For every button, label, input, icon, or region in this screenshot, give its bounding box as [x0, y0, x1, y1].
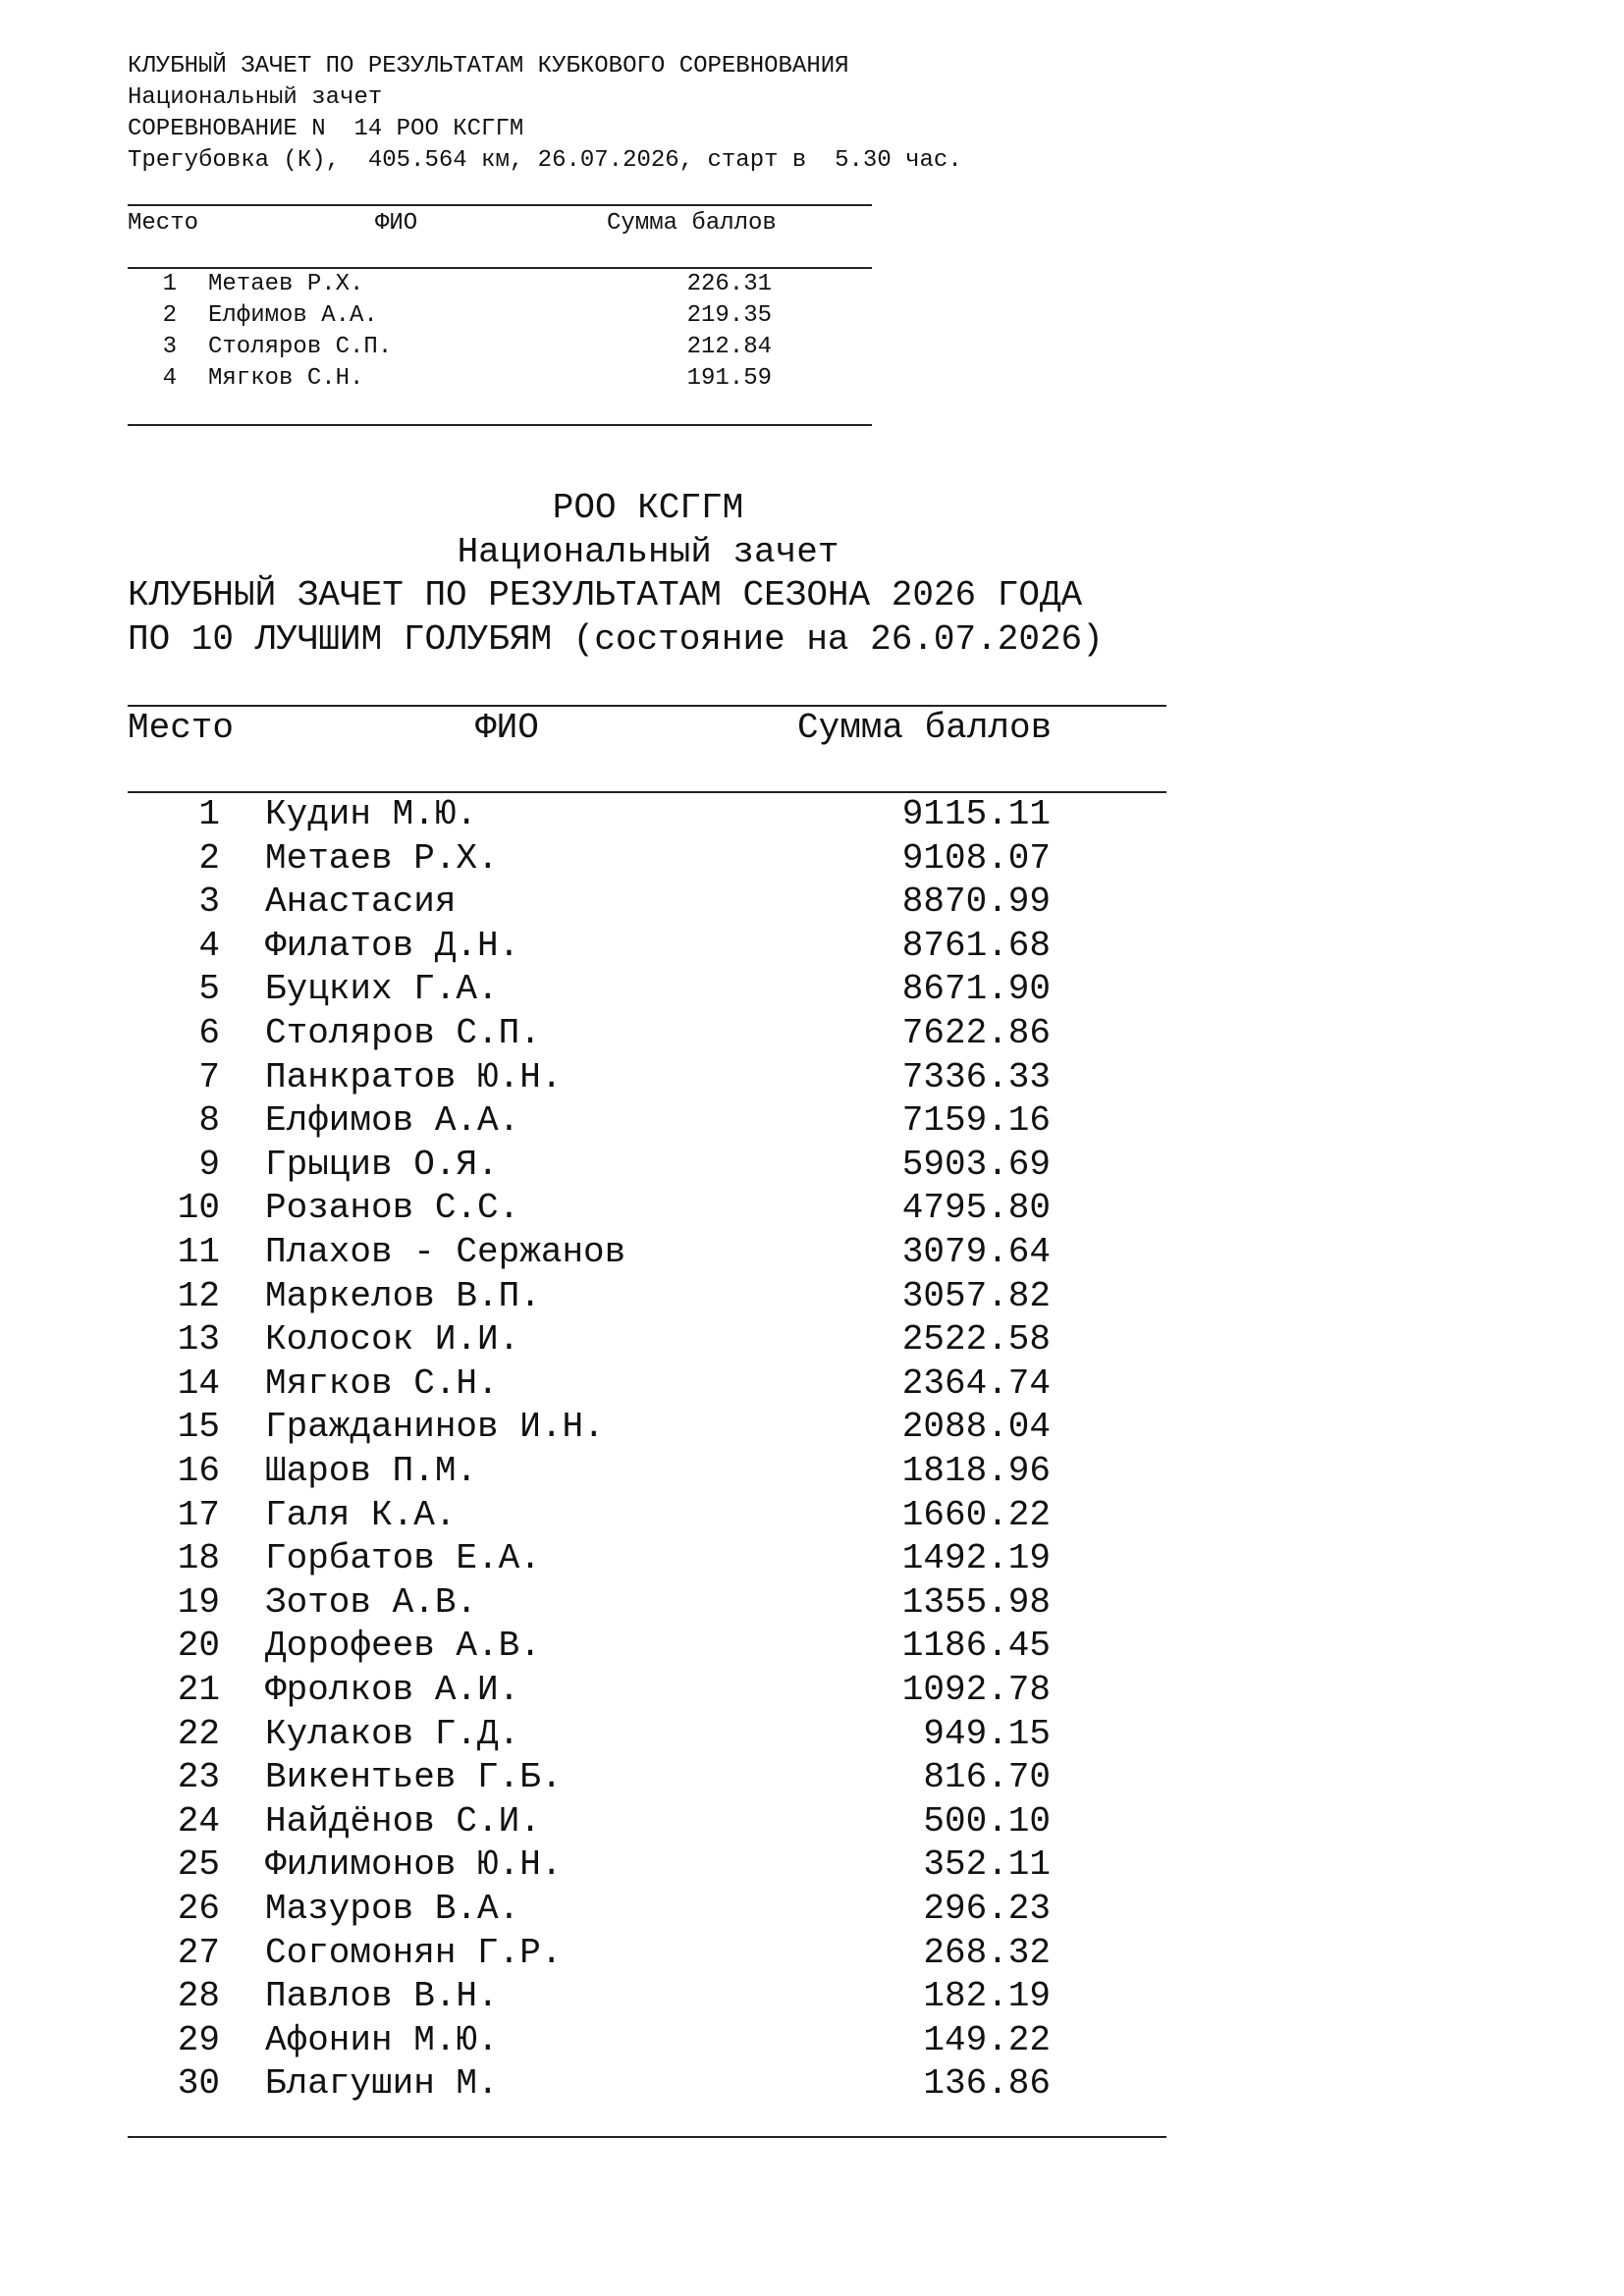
- name-cell: Колосок И.И.: [265, 1319, 520, 1361]
- name-cell: Благушин М.: [265, 2063, 499, 2105]
- name-cell: Плахов - Сержанов: [265, 1232, 626, 1272]
- place-cell: 4: [162, 365, 177, 392]
- score-cell: 7336.33: [901, 1056, 1051, 1097]
- score-cell: 8671.90: [901, 969, 1051, 1010]
- place-cell: 5: [198, 969, 220, 1010]
- score-cell: 8761.68: [901, 925, 1051, 966]
- place-cell: 16: [177, 1451, 220, 1491]
- score-cell: 296.23: [923, 1889, 1051, 1929]
- score-cell: 1186.45: [901, 1626, 1051, 1667]
- name-cell: Гражданинов И.Н.: [265, 1407, 605, 1448]
- name-cell: Мазуров В.А.: [265, 1889, 520, 1929]
- name-cell: Розанов С.С.: [265, 1188, 520, 1229]
- score-cell: 2088.04: [901, 1407, 1051, 1448]
- score-cell: 212.84: [686, 334, 772, 360]
- place-cell: 14: [177, 1362, 220, 1404]
- name-cell: Шаров П.М.: [265, 1451, 478, 1491]
- place-cell: 12: [177, 1275, 220, 1316]
- competition-title-line-4: Трегубовка (К), 405.564 км, 26.07.2026, старт в 5.30 час.: [128, 147, 962, 174]
- column-header-name: ФИО: [375, 210, 418, 237]
- name-cell: Согомонян Г.Р.: [265, 1932, 563, 1973]
- competition-title-line-2: Национальный зачет: [128, 84, 383, 111]
- score-cell: 3079.64: [901, 1232, 1051, 1272]
- place-cell: 13: [177, 1319, 220, 1361]
- divider: [128, 424, 872, 426]
- score-cell: 816.70: [923, 1757, 1051, 1798]
- column-header-place: Место: [128, 708, 235, 748]
- score-cell: 949.15: [923, 1713, 1051, 1754]
- name-cell: Фролков А.И.: [265, 1670, 520, 1710]
- name-cell: Дорофеев А.В.: [265, 1626, 541, 1667]
- column-header-place: Место: [128, 210, 199, 237]
- place-cell: 22: [177, 1713, 220, 1754]
- name-cell: Елфимов А.А.: [265, 1100, 520, 1142]
- column-header-score: Сумма баллов: [607, 210, 777, 237]
- place-cell: 8: [198, 1100, 220, 1142]
- score-cell: 8870.99: [901, 881, 1051, 923]
- season-title-line-4: ПО 10 ЛУЧШИМ ГОЛУБЯМ (состояние на 26.07.2026): [128, 618, 1104, 660]
- score-cell: 5903.69: [901, 1144, 1051, 1185]
- place-cell: 10: [177, 1188, 220, 1229]
- place-cell: 9: [198, 1144, 220, 1185]
- place-cell: 30: [177, 2063, 220, 2105]
- place-cell: 3: [198, 881, 220, 923]
- score-cell: 3057.82: [901, 1275, 1051, 1316]
- place-cell: 20: [177, 1626, 220, 1667]
- place-cell: 27: [177, 1932, 220, 1973]
- competition-title-line-1: КЛУБНЫЙ ЗАЧЕТ ПО РЕЗУЛЬТАТАМ КУБКОВОГО СОРЕВНОВАНИЯ: [128, 53, 849, 80]
- place-cell: 4: [198, 925, 220, 966]
- name-cell: Филимонов Ю.Н.: [265, 1844, 563, 1886]
- score-cell: 2364.74: [901, 1362, 1051, 1404]
- place-cell: 18: [177, 1538, 220, 1579]
- name-cell: Елфимов А.А.: [208, 302, 378, 329]
- score-cell: 136.86: [923, 2063, 1051, 2105]
- score-cell: 226.31: [686, 271, 772, 297]
- score-cell: 352.11: [923, 1844, 1051, 1886]
- score-cell: 1355.98: [901, 1581, 1051, 1623]
- place-cell: 17: [177, 1494, 220, 1535]
- name-cell: Кулаков Г.Д.: [265, 1713, 520, 1754]
- name-cell: Метаев Р.Х.: [265, 837, 499, 879]
- name-cell: Мягков С.Н.: [208, 365, 364, 392]
- name-cell: Зотов А.В.: [265, 1581, 478, 1623]
- place-cell: 23: [177, 1757, 220, 1798]
- score-cell: 182.19: [923, 1976, 1051, 2017]
- column-header-name: ФИО: [475, 708, 539, 748]
- name-cell: Анастасия: [265, 881, 457, 923]
- name-cell: Галя К.А.: [265, 1494, 457, 1535]
- place-cell: 1: [162, 271, 177, 297]
- name-cell: Маркелов В.П.: [265, 1275, 541, 1316]
- place-cell: 29: [177, 2019, 220, 2060]
- score-cell: 268.32: [923, 1932, 1051, 1973]
- name-cell: Кудин М.Ю.: [265, 794, 478, 834]
- place-cell: 26: [177, 1889, 220, 1929]
- season-title-line-2: Национальный зачет: [457, 531, 839, 572]
- place-cell: 15: [177, 1407, 220, 1448]
- score-cell: 191.59: [686, 365, 772, 392]
- name-cell: Афонин М.Ю.: [265, 2019, 499, 2060]
- score-cell: 219.35: [686, 302, 772, 329]
- score-cell: 1492.19: [901, 1538, 1051, 1579]
- divider: [128, 2136, 1166, 2138]
- place-cell: 7: [198, 1056, 220, 1097]
- place-cell: 6: [198, 1013, 220, 1053]
- score-cell: 1818.96: [901, 1451, 1051, 1491]
- name-cell: Мягков С.Н.: [265, 1362, 499, 1404]
- place-cell: 1: [198, 794, 220, 834]
- name-cell: Столяров С.П.: [208, 334, 393, 360]
- place-cell: 2: [162, 302, 177, 329]
- place-cell: 11: [177, 1232, 220, 1272]
- name-cell: Найдёнов С.И.: [265, 1800, 541, 1842]
- name-cell: Столяров С.П.: [265, 1013, 541, 1053]
- season-title-line-3: КЛУБНЫЙ ЗАЧЕТ ПО РЕЗУЛЬТАТАМ СЕЗОНА 2026 ГОДА: [128, 575, 1083, 615]
- name-cell: Филатов Д.Н.: [265, 925, 520, 966]
- column-header-score: Сумма баллов: [797, 708, 1053, 748]
- name-cell: Грыцив О.Я.: [265, 1144, 499, 1185]
- place-cell: 21: [177, 1670, 220, 1710]
- score-cell: 1092.78: [901, 1670, 1051, 1710]
- name-cell: Павлов В.Н.: [265, 1976, 499, 2017]
- score-cell: 4795.80: [901, 1188, 1051, 1229]
- place-cell: 19: [177, 1581, 220, 1623]
- name-cell: Горбатов Е.А.: [265, 1538, 541, 1579]
- place-cell: 25: [177, 1844, 220, 1886]
- score-cell: 7622.86: [901, 1013, 1051, 1053]
- divider: [128, 204, 872, 206]
- score-cell: 149.22: [923, 2019, 1051, 2060]
- place-cell: 2: [198, 837, 220, 879]
- name-cell: Метаев Р.Х.: [208, 271, 364, 297]
- score-cell: 7159.16: [901, 1100, 1051, 1142]
- place-cell: 24: [177, 1800, 220, 1842]
- score-cell: 9115.11: [901, 794, 1051, 834]
- score-cell: 500.10: [923, 1800, 1051, 1842]
- season-title-line-1: РОО КСГГМ: [552, 488, 744, 528]
- place-cell: 3: [162, 334, 177, 360]
- score-cell: 1660.22: [901, 1494, 1051, 1535]
- score-cell: 2522.58: [901, 1319, 1051, 1361]
- place-cell: 28: [177, 1976, 220, 2017]
- score-cell: 9108.07: [901, 837, 1051, 879]
- name-cell: Панкратов Ю.Н.: [265, 1056, 563, 1097]
- name-cell: Викентьев Г.Б.: [265, 1757, 563, 1798]
- competition-title-line-3: СОРЕВНОВАНИЕ N 14 РОО КСГГМ: [128, 116, 524, 142]
- name-cell: Буцких Г.А.: [265, 969, 499, 1010]
